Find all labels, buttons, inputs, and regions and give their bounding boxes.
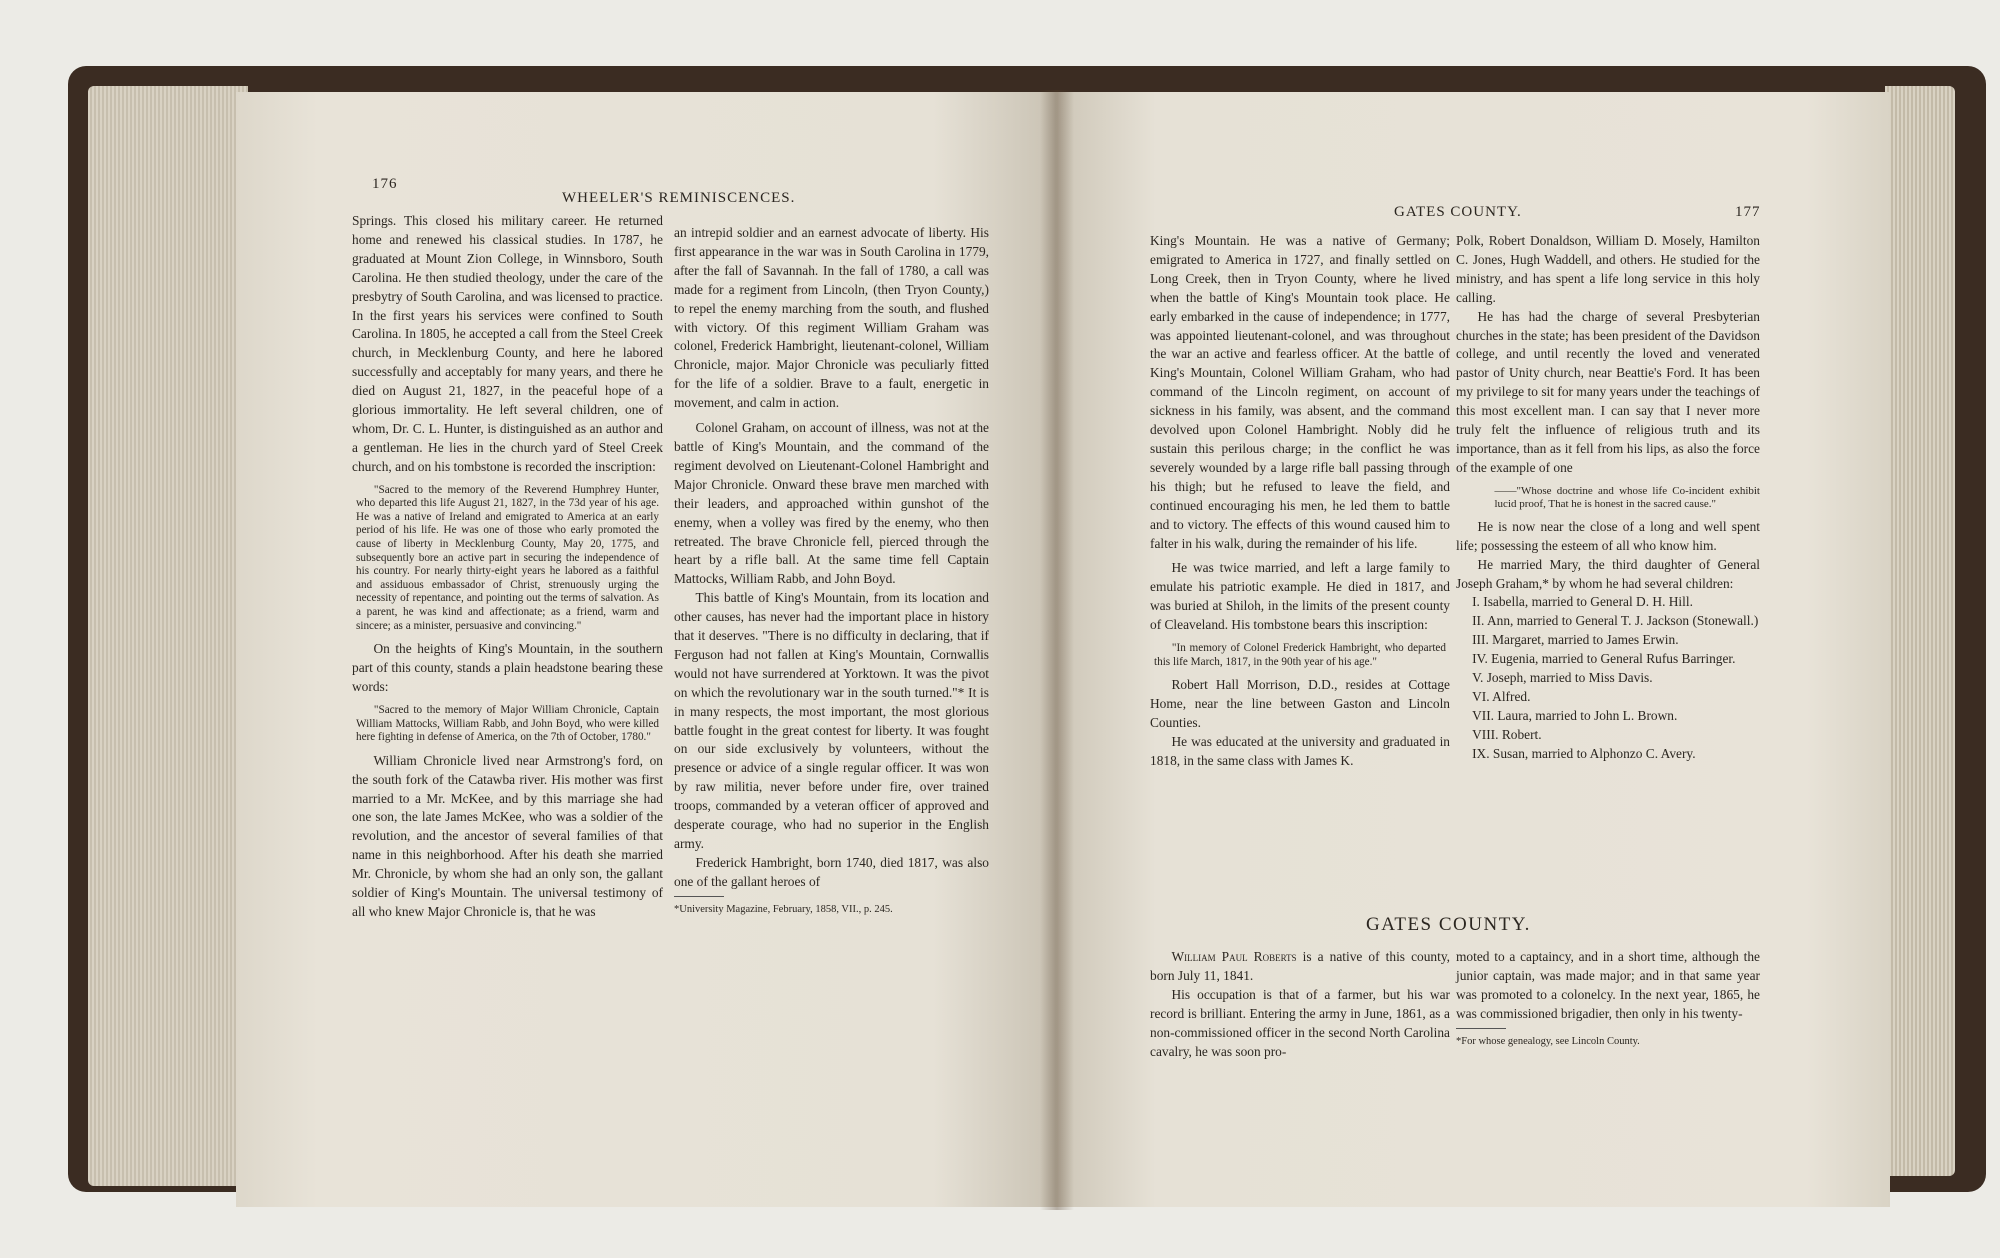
paragraph-text: is a native of this county, born July 11, 1841.: [1150, 949, 1451, 983]
paragraph: His occupation is that of a farmer, but his war record is brilliant. Entering the army in June, 1861, as a non-commissioned officer in the second North Carolina cavalry, he was soon pro-: [1150, 986, 1450, 1059]
footnote-rule: [1456, 1028, 1506, 1029]
paragraph: On the heights of King's Mountain, in the southern part of this county, stands a plain headstone bearing these words:: [352, 641, 663, 695]
right-running-head: GATES COUNTY.: [1394, 204, 1522, 220]
paragraph: II. Ann, married to General T. J. Jackson (Stonewall.): [1472, 613, 1759, 629]
paragraph: moted to a captaincy, and in a short time, although the junior captain, was made major; and in that same year was promoted to a colonelcy. In the next year, 1865, he was commissioned brigadier, then only in his twenty-: [1456, 949, 1760, 1021]
paragraph: VI. Alfred.: [1472, 688, 1531, 704]
paragraph: I. Isabella, married to General D. H. Hill.: [1472, 594, 1693, 610]
paragraph: William Chronicle lived near Armstrong's ford, on the south fork of the Catawba river. His mother was first married to a Mr. McKee, and by this marriage she had one son, the late James McKee, who was a soldier of the revolution, and the ancestor of several families of that name in this neighborhood. After his death she married Mr. Chronicle, by whom she had an only son, the gallant soldier of King's Mountain. The universal testimony of all who knew Major Chronicle is, that he was: [352, 752, 663, 919]
paragraph: Colonel Graham, on account of illness, was not at the battle of King's Mountain, and the command of the regiment devolved on Lieutenant-Colonel Hambright and Major Chronicle. Onward these brave men marched with their leaders, and approached within gunshot of the enemy, when a volley was fired by the enemy, who then retreated. The brave Chronicle fell, pierced through the heart by a rifle ball. At the same time fell Captain Mattocks, William Rabb, and John Boyd.: [674, 420, 989, 587]
right-page-number: 177: [1735, 204, 1761, 220]
left-page-column-1: [352, 212, 663, 922]
left-page-number: 176: [372, 176, 398, 192]
paragraph: Polk, Robert Donaldson, William D. Mosely, Hamilton C. Jones, Hugh Waddell, and others. He studied for the ministry, and has spent a life long service in this holy calling.: [1456, 233, 1760, 305]
paragraph: IV. Eugenia, married to General Rufus Barringer.: [1472, 651, 1736, 667]
paragraph: He was educated at the university and graduated in 1818, in the same class with James K.: [1150, 733, 1450, 768]
right-page-column-2: [1456, 232, 1760, 764]
left-page-column-2: [674, 224, 989, 917]
left-running-head: WHEELER'S REMINISCENCES.: [562, 190, 796, 206]
paragraph: Robert Hall Morrison, D.D., resides at Cottage Home, near the line between Gaston and Lincoln Counties.: [1150, 677, 1450, 731]
paragraph: He was twice married, and left a large family to emulate his patriotic example. He died in 1817, and was buried at Shiloh, in the limits of the present county of Cleaveland. His tombstone bears this inscription:: [1150, 560, 1450, 633]
right-page-edges: [1885, 86, 1955, 1176]
paragraph: IX. Susan, married to Alphonzo C. Avery.: [1472, 745, 1696, 761]
paragraph: Frederick Hambright, born 1740, died 1817, was also one of the gallant heroes of: [674, 854, 989, 889]
left-page-edges: [88, 86, 248, 1186]
footnote-rule: [674, 896, 724, 897]
section-title: GATES COUNTY.: [1366, 914, 1531, 935]
paragraph: V. Joseph, married to Miss Davis.: [1472, 670, 1653, 686]
book-gutter: [1040, 90, 1074, 1210]
paragraph: ——"Whose doctrine and whose life Co-incident exhibit lucid proof, That he is honest in the sacred cause.": [1494, 484, 1760, 510]
paragraph: Springs. This closed his military career. He returned home and renewed his classical studies. In 1787, he graduated at Mount Zion College, in Winnsboro, South Carolina. He then studied theology, under the care of the presbytry of South Carolina, and was licensed to practice. In the first years his services were confined to South Carolina. In 1805, he accepted a call from the Steel Creek church, in Mecklenburg County, and here he labored successfully and acceptably for many years, and there he died on August 21, 1827, in the peaceful hope of a glorious immortality. He left several children, one of whom, Dr. C. L. Hunter, is distinguished as an author and a gentleman. He lies in the church yard of Steel Creek church, and on his tombstone is recorded the inscription:: [352, 213, 663, 474]
paragraph: King's Mountain. He was a native of Germany; emigrated to America in 1727, and finally settled on Long Creek, then in Tryon County, where he lived when the battle of King's Mountain took place. He early embarked in the cause of independence; in 1777, was appointed lieutenant-colonel, and was throughout the war an active and fearless officer. At the battle of King's Mountain, Colonel William Graham, who had command of the Lincoln regiment, on account of sickness in his family, was absent, and the command devolved upon Colonel Hambright. Nobly did he sustain this perilous charge; in the conflict he was severely wounded by a large rifle ball passing through his thigh; but he refused to leave the field, and continued encouraging his men, he led them to battle and to victory. The effects of this wound caused him to falter in his walk, during the remainder of his life.: [1150, 233, 1450, 551]
section-column-2: [1456, 948, 1760, 1049]
name-small-caps: William Paul Roberts: [1171, 949, 1297, 964]
footnote: *University Magazine, February, 1858, VII., p. 245.: [674, 903, 893, 915]
paragraph: [1150, 948, 1450, 986]
paragraph: an intrepid soldier and an earnest advocate of liberty. His first appearance in the war was in South Carolina in 1779, after the fall of Savannah. In the fall of 1780, a call was made for a regiment from Lincoln, (then Tryon County,) to repel the enemy marching from the south, and flushed with victory. Of this regiment William Graham was colonel, Frederick Hambright, lieutenant-colonel, William Chronicle, major. Major Chronicle was peculiarly fitted for the life of a soldier. Brave to a fault, energetic in movement, and calm in action.: [674, 225, 989, 411]
paragraph: "Sacred to the memory of Major William Chronicle, Captain William Mattocks, William Rabb, and John Boyd, who were killed here fighting in defense of America, on the 7th of October, 1780.": [356, 703, 659, 744]
paragraph: This battle of King's Mountain, from its location and other causes, has never had the important place in history that it deserves. "There is no difficulty in declaring, that if Ferguson had not fallen at King's Mountain, Cornwallis would not have surrendered at Yorktown. It was the pivot on which the revolutionary war in the south turned."* It is in many respects, the most important, the most glorious battle fought in the great contest for liberty. It was fought on our side exclusively by volunteers, without the presence or advice of a single regular officer. It was won by raw militia, never before under fire, over trained troops, commanded by a veteran officer of approved and desperate courage, who had no superior in the English army.: [674, 590, 989, 851]
paragraph: He is now near the close of a long and well spent life; possessing the esteem of all who know him.: [1456, 518, 1760, 553]
right-page-column-1: [1150, 232, 1450, 771]
footnote: *For whose genealogy, see Lincoln County.: [1456, 1035, 1640, 1047]
paragraph: "Sacred to the memory of the Reverend Humphrey Hunter, who departed this life August 21, 1827, in the 73d year of his age. He was a native of Ireland and emigrated to America at an early period of his life. He was one of those who early promoted the cause of liberty in Mecklenburg County, May 20, 1775, and subsequently bore an active part in securing the independence of his country. For nearly thirty-eight years he labored as a faithful and assiduous embassador of Christ, strenuously urging the necessity of repentance, and pointing out the terms of salvation. As a parent, he was kind and affectionate; as a friend, warm and sincere; as a minister, persuasive and convincing.": [356, 483, 659, 632]
paragraph: III. Margaret, married to James Erwin.: [1472, 632, 1679, 648]
paragraph: VII. Laura, married to John L. Brown.: [1472, 707, 1678, 723]
paragraph: He has had the charge of several Presbyterian churches in the state; has been president of the Davidson college, and until recently the loved and venerated pastor of Unity church, near Beattie's Ford. It has been my privilege to sit for many years under the teachings of this most excellent man. I can say that I never more truly felt the influence of religious truth and its importance, than as it fell from his lips, as also the force of the example of one: [1456, 308, 1760, 475]
paragraph: He married Mary, the third daughter of General Joseph Graham,* by whom he had several children:: [1456, 556, 1760, 591]
paragraph: VIII. Robert.: [1472, 726, 1542, 742]
paragraph: "In memory of Colonel Frederick Hambright, who departed this life March, 1817, in the 90th year of his age.": [1154, 642, 1446, 668]
section-column-1: [1150, 948, 1450, 1061]
